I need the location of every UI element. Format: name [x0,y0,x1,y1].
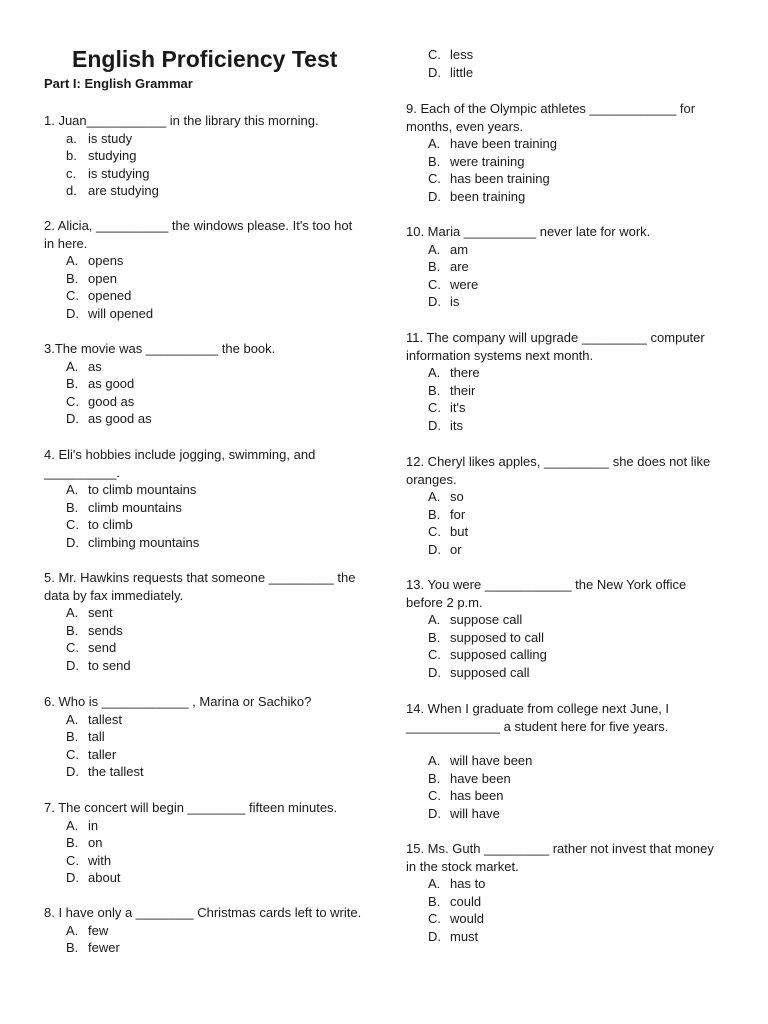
question-11 [406,329,724,435]
question-12 [406,453,724,559]
question-6 [44,693,362,781]
option-c: C. has been training [428,171,550,187]
option-d: D. is [428,294,460,310]
option-a: A. am [428,241,469,257]
option-c: C. were [428,276,479,292]
option-d: D. its [428,417,463,433]
option-c: C. but [428,524,469,540]
option-b: B. their [428,382,476,398]
option-d: d. are studying [66,183,159,199]
option-b: B. are [428,259,469,275]
option-d: D. climbing mountains [66,534,200,550]
question-1 [44,112,362,200]
option-d: D. or [428,541,462,557]
question-text: 5. Mr. Hawkins requests that someone _________ the data by fax immediately. [44,570,356,603]
question-text: 9. Each of the Olympic athletes ____________ for months, even years. [406,101,696,134]
option-a: A. will have been [428,753,533,769]
question-text: 10. Maria __________ never late for work. [406,224,651,239]
option-a: a. is study [66,130,133,146]
section-heading: Part I: English Grammar [44,76,193,91]
option-a: A. few [66,922,109,938]
question-10 [406,223,724,311]
question-5 [44,569,362,675]
option-a: A. suppose call [428,612,523,628]
option-b: B. were training [428,153,525,169]
option-b: B. climb mountains [66,499,182,515]
option-c: C. supposed calling [428,647,547,663]
option-a: A. opens [66,253,124,269]
option-a: A. tallest [66,711,122,727]
question-text: 13. You were ____________ the New York office before 2 p.m. [406,577,687,610]
question-text: 6. Who is ____________ , Marina or Sachiko? [44,694,312,709]
question-7 [44,799,362,887]
question-14 [406,700,724,823]
option-b: B. as good [66,376,135,392]
option-d: D. supposed call [428,664,530,680]
question-13 [406,576,724,682]
option-a: A. in [66,817,99,833]
question-8 [44,904,362,957]
question-text: 4. Eli's hobbies include jogging, swimming, and __________. [44,447,316,480]
option-c: C. to climb [66,517,133,533]
question-3 [44,340,362,428]
question-9 [406,100,724,206]
question-text: 12. Cheryl likes apples, _________ she does not like oranges. [406,454,711,487]
option-b: b. studying [66,148,137,164]
option-a: A. to climb mountains [66,482,197,498]
option-a: A. have been training [428,136,557,152]
option-d: D. will have [428,805,500,821]
question-text: 2. Alicia, __________ the windows please. It's too hot in here. [44,218,353,251]
option-b: B. for [428,506,466,522]
option-a: A. there [428,365,480,381]
question-text: 11. The company will upgrade _________ computer information systems next month. [406,330,705,363]
question-15 [406,840,724,946]
option-a: A. as [66,358,102,374]
question-2 [44,217,362,323]
option-d: D. the tallest [66,764,144,780]
option-a: A. sent [66,605,113,621]
option-b: B. tall [66,729,105,745]
option-b: B. sends [66,622,123,638]
option-a: A. so [428,489,464,505]
option-c: C. send [66,640,117,656]
option-b: B. supposed to call [428,629,544,645]
option-a: A. has to [428,876,486,892]
option-d: D. little [428,64,474,80]
question-text: 1. Juan___________ in the library this morning. [44,113,319,128]
option-c: c. is studying [66,165,150,181]
option-c: C. would [428,911,484,927]
option-b: B. could [428,893,482,909]
option-d: D. been training [428,188,526,204]
option-b: B. open [66,270,117,286]
option-c: C. good as [66,393,135,409]
option-d: D. about [66,870,121,886]
question-4 [44,446,362,552]
option-d: D. as good as [66,411,152,427]
option-c: C. has been [428,788,504,804]
option-b: B. have been [428,770,511,786]
option-d: D. must [428,928,479,944]
question-text: 7. The concert will begin ________ fifteen minutes. [44,800,338,815]
option-d: D. to send [66,657,131,673]
option-c: C. less [428,47,474,62]
question-text: 8. I have only a ________ Christmas cards left to write. [44,905,362,920]
option-c: C. it's [428,400,466,416]
question-text: 15. Ms. Guth _________ rather not invest that money in the stock market. [406,841,714,874]
option-c: C. opened [66,288,132,304]
page-title: English Proficiency Test [72,46,338,72]
option-b: B. fewer [66,940,120,956]
question-text: 3.The movie was __________ the book. [44,341,276,356]
option-c: C. taller [66,746,117,762]
question-text: 14. When I graduate from college next June, I _____________ a student here for five years. [406,701,670,734]
option-c: C. with [66,852,112,868]
question-8-continued [406,46,724,81]
option-d: D. will opened [66,305,154,321]
option-b: B. on [66,835,103,851]
